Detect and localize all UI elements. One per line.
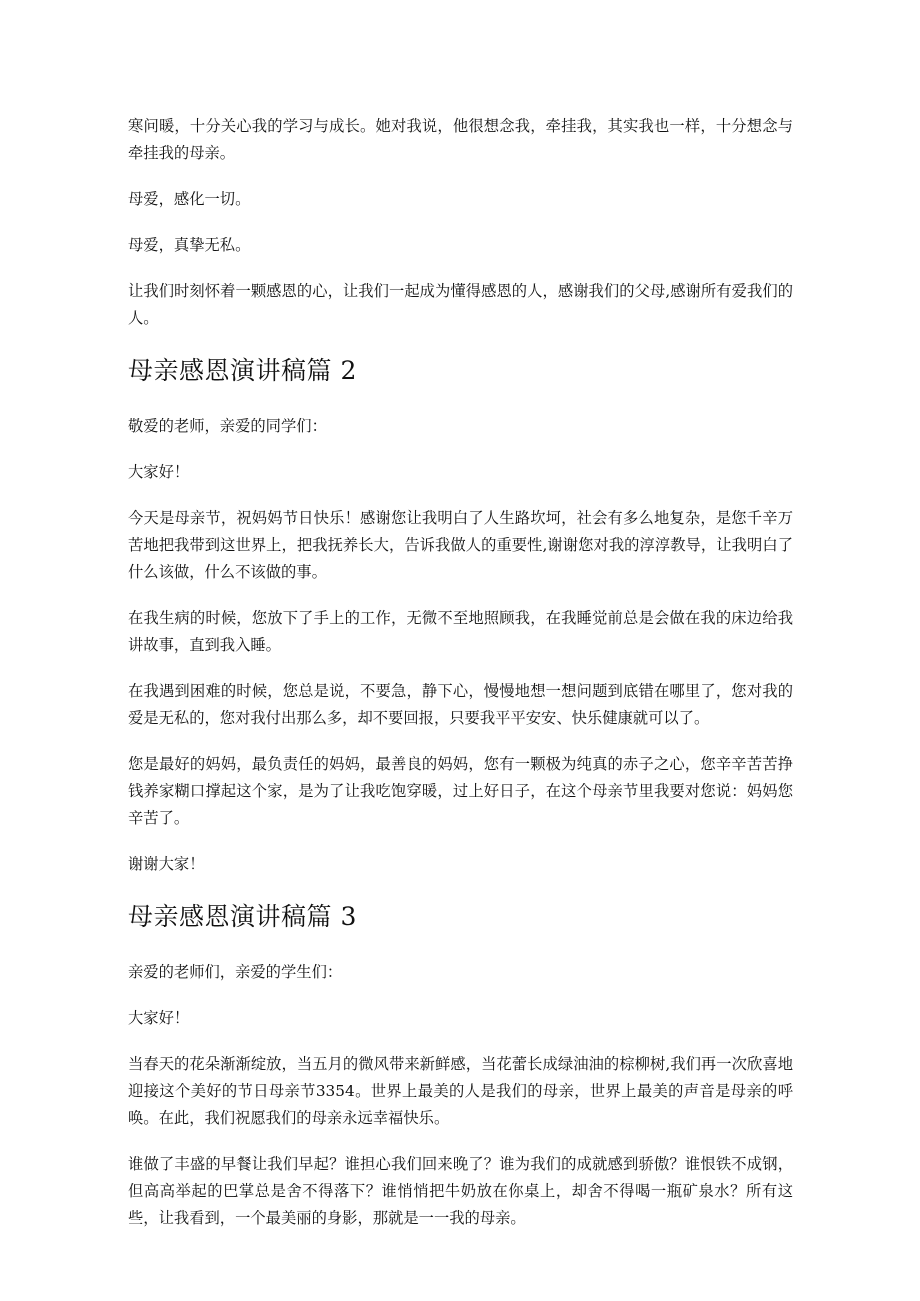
section-title: 母亲感恩演讲稿篇 3	[128, 902, 357, 931]
paragraph: 大家好！	[128, 463, 190, 481]
paragraph: 今天是母亲节，祝妈妈节日快乐！感谢您让我明白了人生路坎坷，社会有多么地复杂，是您千辛万苦地把我带到这世界上，把我抚养长大，告诉我做人的重要性,谢谢您对我的淳淳教导，让我明白了什么该做，什么不该做的事。	[128, 509, 793, 581]
paragraph: 母爱，真挚无私。	[128, 236, 251, 254]
paragraph: 敬爱的老师，亲爱的同学们：	[128, 417, 327, 435]
section-1	[128, 113, 793, 332]
paragraph: 当春天的花朵渐渐绽放，当五月的微风带来新鲜感，当花蕾长成绿油油的棕柳树,我们再一次欣喜地迎接这个美好的节日母亲节3354。世界上最美的人是我们的母亲，世界上最美的声音是母亲的呼唤。在此，我们祝愿我们的母亲永远幸福快乐。	[128, 1055, 793, 1127]
paragraph: 谢谢大家！	[128, 855, 205, 873]
section-2	[128, 351, 793, 878]
paragraph: 在我生病的时候，您放下了手上的工作，无微不至地照顾我，在我睡觉前总是会做在我的床边给我讲故事，直到我入睡。	[128, 609, 793, 654]
section-3	[128, 897, 793, 1232]
paragraph: 在我遇到困难的时候，您总是说，不要急，静下心，慢慢地想一想问题到底错在哪里了，您对我的爱是无私的，您对我付出那么多，却不要回报，只要我平平安安、快乐健康就可以了。	[128, 682, 793, 727]
paragraph: 谁做了丰盛的早餐让我们早起？谁担心我们回来晚了？谁为我们的成就感到骄傲？谁恨铁不成钢，但高高举起的巴掌总是舍不得落下？谁悄悄把牛奶放在你桌上，却舍不得喝一瓶矿泉水？所有这些，让我看到，一个最美丽的身影，那就是一一我的母亲。	[128, 1155, 793, 1227]
paragraph: 亲爱的老师们，亲爱的学生们：	[128, 963, 343, 981]
paragraph: 让我们时刻怀着一颗感恩的心，让我们一起成为懂得感恩的人，感谢我们的父母,感谢所有爱我们的人。	[128, 282, 793, 327]
section-title: 母亲感恩演讲稿篇 2	[128, 356, 357, 385]
paragraph: 大家好！	[128, 1009, 190, 1027]
paragraph: 寒问暖，十分关心我的学习与成长。她对我说，他很想念我，牵挂我，其实我也一样，十分想念与牵挂我的母亲。	[128, 117, 793, 162]
paragraph: 母爱，感化一切。	[128, 190, 251, 208]
paragraph: 您是最好的妈妈，最负责任的妈妈，最善良的妈妈，您有一颗极为纯真的赤子之心，您辛辛苦苦挣钱养家糊口撑起这个家，是为了让我吃饱穿暖，过上好日子，在这个母亲节里我要对您说：妈妈您辛苦了。	[128, 755, 793, 827]
document-body	[128, 113, 793, 1251]
